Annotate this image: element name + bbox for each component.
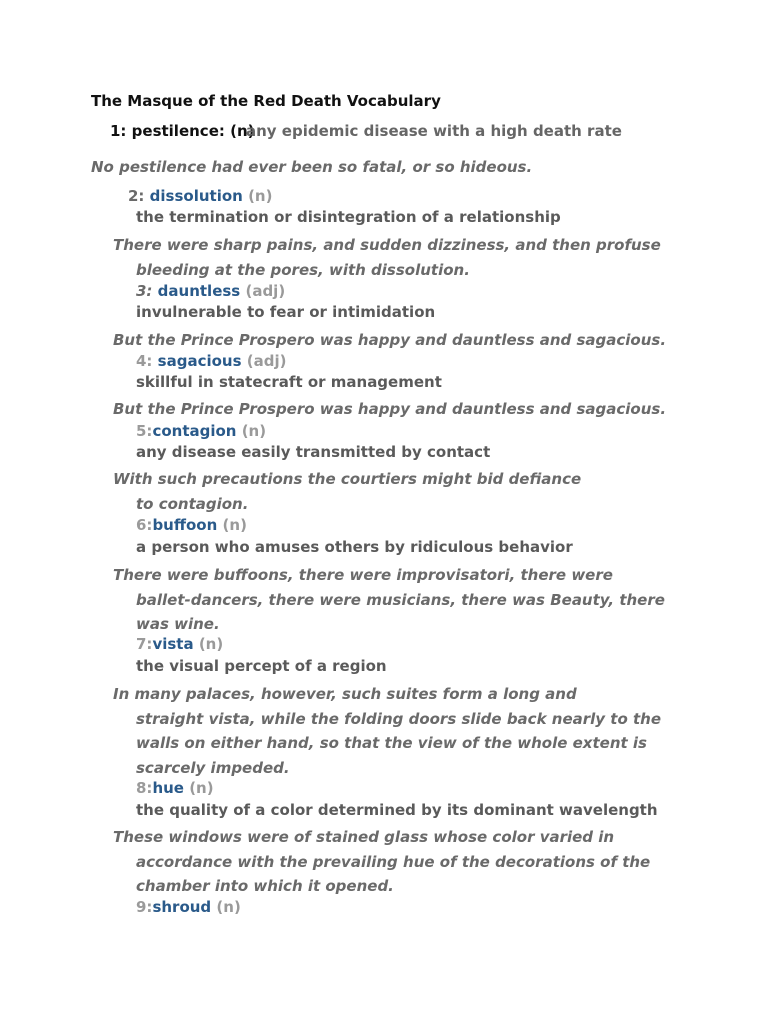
entry-number: 9: — [136, 898, 153, 916]
entry-head — [136, 516, 247, 534]
example-line: to contagion. — [136, 494, 249, 513]
entry-example — [113, 682, 693, 780]
entry-number: 3: — [136, 282, 158, 300]
entry-number: 6: — [136, 516, 153, 534]
entry-term: dissolution — [149, 187, 243, 205]
example-line: scarcely impeded. — [136, 758, 290, 777]
entry-definition: any disease easily transmitted by contact — [136, 443, 491, 461]
entry-label: 1: pestilence: (n) — [110, 122, 255, 140]
entry-pos: (n) — [189, 779, 214, 797]
example-line: But the Prince Prospero was happy and dauntless and sagacious. — [113, 400, 667, 418]
entry-number: 5: — [136, 422, 153, 440]
entry-number: 8: — [136, 779, 153, 797]
entry-definition: any epidemic disease with a high death rate — [246, 122, 622, 140]
entry-definition: the termination or disintegration of a relationship — [136, 208, 561, 226]
entry-pos: (n) — [222, 516, 247, 534]
entry-pos: (n) — [216, 898, 241, 916]
entry-pos: (n) — [241, 422, 267, 440]
entry-head — [136, 779, 214, 797]
example-line: There were sharp pains, and sudden dizziness, and then profuse — [113, 236, 661, 254]
entry-example — [113, 825, 693, 899]
entry-term: dauntless — [157, 282, 241, 300]
example-line: was wine. — [136, 615, 220, 633]
example-line: These windows were of stained glass whose color varied in — [113, 828, 615, 846]
entry-pos: (n) — [248, 187, 273, 205]
example-line: In many palaces, however, such suites form a long and — [113, 685, 577, 703]
entry-head — [136, 422, 266, 440]
example-line: ballet-dancers, there were musicians, there was Beauty, there — [136, 590, 665, 609]
entry-head — [136, 635, 223, 653]
entry-example — [113, 397, 693, 422]
entry-pos: (adj) — [245, 282, 286, 300]
entry-term: vista — [152, 635, 194, 653]
example-line: But the Prince Prospero was happy and dauntless and sagacious. — [113, 331, 667, 349]
page-title: The Masque of the Red Death Vocabulary — [91, 92, 441, 110]
example-line: straight vista, while the folding doors slide back nearly to the — [136, 709, 661, 728]
entry-number: 4: — [136, 352, 158, 370]
entry-number: 7: — [136, 635, 153, 653]
entry-example — [113, 233, 693, 282]
entry-example: No pestilence had ever been so fatal, or so hideous. — [91, 158, 533, 176]
entry-definition: the quality of a color determined by its dominant wavelength — [136, 801, 658, 819]
example-line: bleeding at the pores, with dissolution. — [136, 260, 470, 279]
entry-head — [136, 898, 241, 916]
entry-term: hue — [152, 779, 184, 797]
entry-example — [113, 328, 693, 353]
entry-number: 2: — [128, 187, 150, 205]
vocab-entry-1 — [110, 122, 622, 140]
example-line: walls on either hand, so that the view of the whole extent is — [136, 734, 647, 752]
entry-term: buffoon — [152, 516, 218, 534]
entry-term: sagacious — [157, 352, 242, 370]
entry-definition: the visual percept of a region — [136, 657, 387, 675]
entry-example — [113, 467, 693, 516]
example-line: There were buffoons, there were improvisatori, there were — [113, 566, 613, 584]
entry-pos: (adj) — [246, 352, 287, 370]
entry-head — [128, 187, 272, 205]
example-line: accordance with the prevailing hue of the decorations of the — [136, 852, 651, 871]
example-line: With such precautions the courtiers might bid defiance — [113, 470, 582, 488]
entry-definition: a person who amuses others by ridiculous behavior — [136, 538, 573, 556]
entry-term: shroud — [152, 898, 212, 916]
entry-term: contagion — [152, 422, 237, 440]
entry-head — [136, 282, 285, 300]
entry-definition: invulnerable to fear or intimidation — [136, 303, 436, 321]
entry-head — [136, 352, 286, 370]
entry-example — [113, 563, 693, 637]
entry-definition: skillful in statecraft or management — [136, 373, 442, 391]
example-line: chamber into which it opened. — [136, 877, 394, 895]
entry-pos: (n) — [198, 635, 224, 653]
